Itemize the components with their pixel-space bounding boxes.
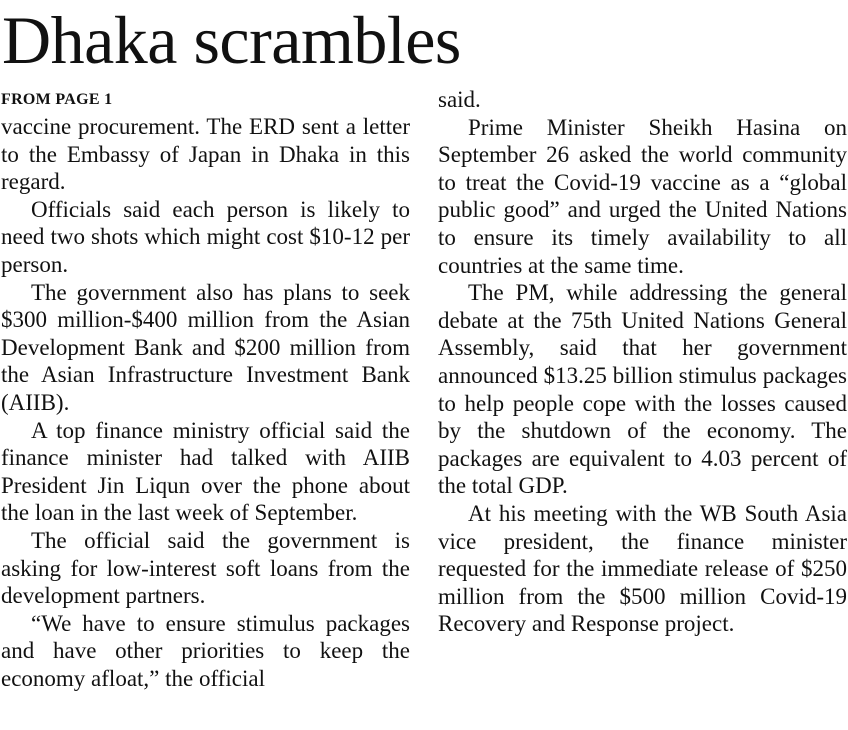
article-paragraph: A top finance ministry official said the finance minister had talked with AIIB President Jin Liqun over the phone about the loan in the last week of September.: [1, 417, 410, 526]
article-paragraph: said.: [438, 87, 481, 112]
headline: Dhaka scrambles: [2, 2, 461, 78]
article-column-right: [438, 86, 847, 638]
article-paragraph: The government also has plans to seek $300 million-$400 million from the Asian Development Bank and $200 million from the Asian Infrastructure Investment Bank (AIIB).: [1, 279, 410, 415]
article-paragraph: The official said the government is asking for low-interest soft loans from the development partners.: [1, 527, 410, 609]
article-paragraph: Prime Minister Sheikh Hasina on September 26 asked the world community to treat the Covid-19 vaccine as a “global public good” and urged the United Nations to ensure its timely availability to all countries at the same time.: [438, 114, 847, 278]
article-paragraph: The PM, while addressing the general debate at the 75th United Nations General Assembly, said that her government announced $13.25 billion stimulus packages to help people cope with the losses caused by the shutdown of the economy. The packages are equivalent to 4.03 percent of the total GDP.: [438, 280, 847, 499]
article-paragraph: At his meeting with the WB South Asia vice president, the finance minister requested for the immediate release of $250 million from the $500 million Covid-19 Recovery and Response project.: [438, 500, 847, 637]
jump-label: FROM PAGE 1: [1, 91, 113, 108]
article-column-left: [1, 113, 410, 692]
article-paragraph: vaccine procurement. The ERD sent a letter to the Embassy of Japan in Dhaka in this regard.: [1, 114, 410, 195]
article-paragraph: Officials said each person is likely to need two shots which might cost $10-12 per person.: [1, 196, 410, 277]
article-paragraph: “We have to ensure stimulus packages and have other priorities to keep the economy afloat,” the official: [1, 610, 410, 691]
